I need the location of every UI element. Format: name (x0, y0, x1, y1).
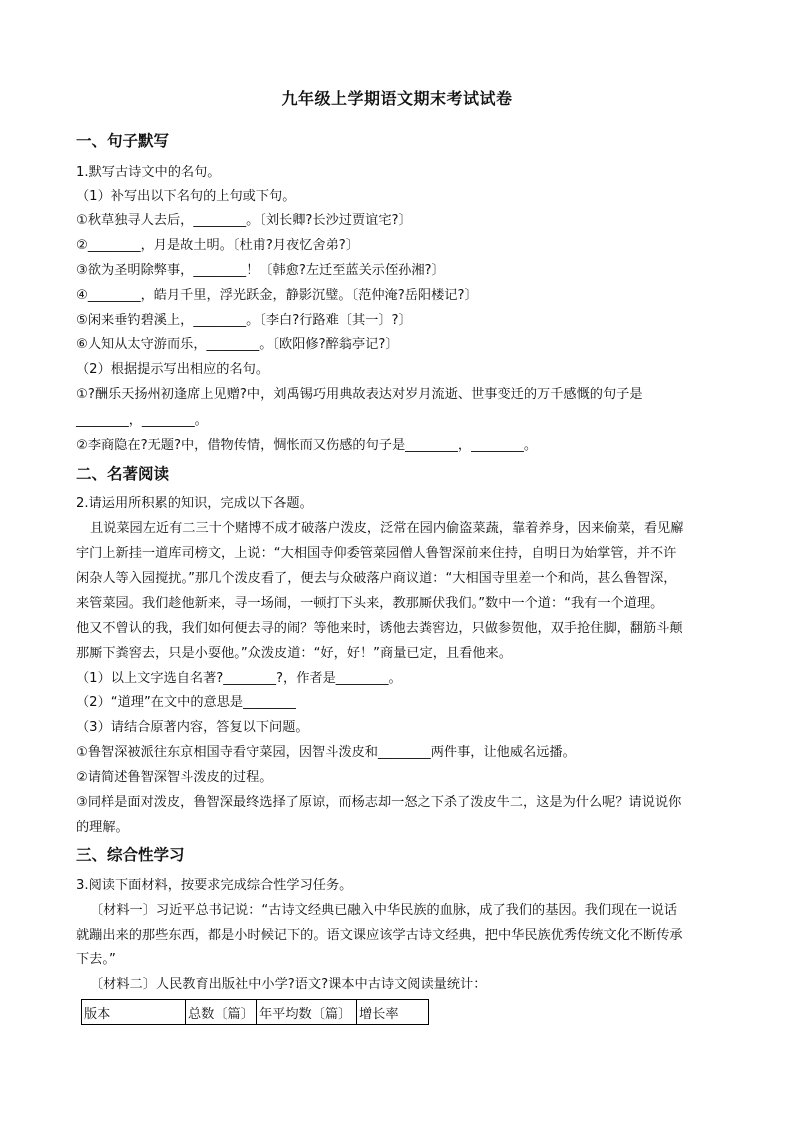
q1-item: ⑥人知从太守游而乐，________。〔欧阳修?醉翁亭记?〕 (76, 337, 399, 352)
passage-line: 来管菜园。我们趁他新来，寻一场闹，一顿打下头来，教那厮伏我们。”数中一个道：“我有一个道理。 (76, 596, 664, 611)
q1-item: ④________，皓月千里，浮光跃金，静影沉璧。〔范仲淹?岳阳楼记?〕 (76, 288, 478, 303)
q1-part2-item1-blanks: ________，________。 (76, 413, 208, 428)
q1-part1-label: （1）补写出以下名句的上句或下句。 (76, 189, 296, 204)
table-header-cell: 年平均数〔篇〕 (257, 1000, 357, 1025)
q1-part2-item2: ②李商隐在?无题?中，借物传情，惆怅而又伤感的句子是________，________。 (76, 438, 538, 453)
section-heading-classic-reading: 二、名著阅读 (76, 465, 170, 483)
table-header-cell: 版本 (82, 1000, 186, 1025)
reading-statistics-table (81, 999, 429, 1025)
question-2-intro: 2.请运用所积累的知识，完成以下各题。 (76, 496, 313, 511)
q2-sub3: （3）请结合原著内容，答复以下问题。 (76, 720, 309, 735)
q2-sub3-item: ③同样是面对泼皮，鲁智深最终选择了原谅，而杨志却一怒之下杀了泼皮牛二，这是为什么呢？请说说你 (76, 795, 682, 810)
passage-line: 宇门上新挂一道库司榜文，上说：“大相国寺仰委管菜园僧人鲁智深前来住持，自明日为始掌管，并不许 (76, 546, 677, 561)
passage-line: 闲杂人等入园搅扰。”那几个泼皮看了，便去与众破落户商议道：“大相国寺里差一个和尚，甚么鲁智深， (76, 571, 677, 586)
q1-item: ⑤闲来垂钓碧溪上，________。〔李白?行路难〔其一〕?〕 (76, 313, 412, 328)
section-heading-sentence-dictation: 一、句子默写 (76, 132, 170, 150)
q1-item: ③欲为圣明除弊事，________！〔韩愈?左迁至蓝关示侄孙湘?〕 (76, 263, 445, 278)
q1-item: ①秋草独寻人去后，________。〔刘长卿?长沙过贾谊宅?〕 (76, 213, 412, 228)
table-header-row (82, 1000, 429, 1025)
material-2-caption: 〔材料二〕人民教育出版社中小学?语文?课本中古诗文阅读量统计： (90, 977, 487, 992)
q2-sub3-item: ②请简述鲁智深智斗泼皮的过程。 (76, 770, 273, 785)
passage-line: 且说菜园左近有二三十个赌博不成才破落户泼皮，泛常在园内偷盗菜蔬，靠着养身，因来偷菜，看见廨 (90, 521, 684, 536)
page-title: 九年级上学期语文期末考试试卷 (281, 89, 513, 108)
q1-part2-label: （2）根据提示写出相应的名句。 (76, 362, 270, 377)
table-header-cell: 增长率 (357, 1000, 429, 1025)
q2-sub3-item: ①鲁智深被派往东京相国寺看守菜园，因智斗泼皮和________两件事，让他威名远播。 (76, 745, 576, 760)
question-1-intro: 1.默写古诗文中的名句。 (76, 165, 221, 180)
passage-line: 他又不曾认的我，我们如何便去寻的闹？等他来时，诱他去粪窖边，只做参贺他，双手抢住脚，翻筋斗颠 (76, 621, 683, 636)
section-heading-comprehensive-learning: 三、综合性学习 (76, 846, 185, 864)
material-1-line: 〔材料一〕习近平总书记说：“古诗文经典已融入中华民族的血脉，成了我们的基因。我们现在一说话 (90, 903, 678, 918)
q2-sub2: （2）“道理”在文中的意思是________ (76, 695, 296, 710)
material-1-line: 下去。” (76, 952, 116, 967)
table-header-cell: 总数〔篇〕 (186, 1000, 257, 1025)
material-1-line: 就蹦出来的那些东西，都是小时候记下的。语文课应该学古诗文经典，把中华民族优秀传统文化不断传承 (76, 928, 683, 943)
q2-sub1: （1）以上文字选自名著?________?，作者是________。 (76, 671, 402, 686)
q1-part2-item1: ①?酬乐天扬州初逢席上见赠?中，刘禹锡巧用典故表达对岁月流逝、世事变迁的万千感慨的句子是 (76, 387, 643, 402)
q2-sub3-item-continuation: 的理解。 (76, 820, 129, 835)
q1-item: ②________，月是故土明。〔杜甫?月夜忆舍弟?〕 (76, 238, 359, 253)
passage-line: 那厮下粪窖去，只是小耍他。”众泼皮道：“好，好！”商量已定，且看他来。 (76, 646, 512, 661)
question-3-intro: 3.阅读下面材料，按要求完成综合性学习任务。 (76, 878, 353, 893)
